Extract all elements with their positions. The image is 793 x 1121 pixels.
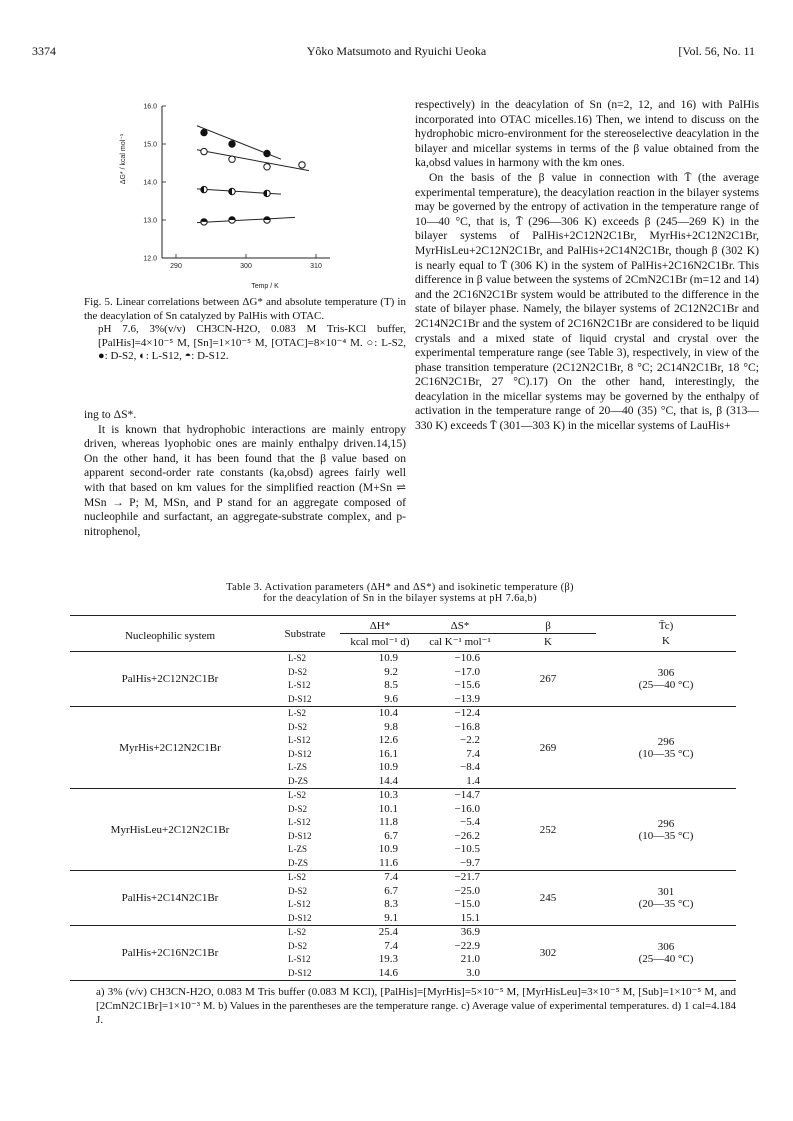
dh-cell: 10.3: [378, 789, 398, 801]
table-caption-line-1: Table 3. Activation parameters (ΔH* and ΔS*) and isokinetic temperature (β): [226, 582, 574, 593]
nucleophilic-system-cell: PalHis+2C14N2C1Br: [121, 892, 219, 904]
substrate-cell: L-S2: [288, 653, 306, 663]
substrate-cell: L-S2: [288, 708, 306, 718]
substrate-cell: D-S2: [288, 803, 308, 814]
col-header-ds: ΔS*: [450, 620, 470, 632]
nucleophilic-system-cell: PalHis+2C16N2C1Br: [121, 947, 219, 959]
nucleophilic-system-cell: MyrHis+2C12N2C1Br: [119, 741, 221, 754]
ds-cell: −13.9: [454, 692, 480, 705]
ds-cell: −2.2: [460, 734, 480, 746]
ds-cell: −9.7: [460, 856, 480, 869]
data-point: [201, 129, 207, 135]
tbar-cell: [596, 871, 736, 926]
ds-cell: −10.6: [454, 652, 480, 664]
data-point: [299, 162, 305, 168]
substrate-cell: L-ZS: [288, 762, 307, 772]
x-tick-label: 310: [310, 263, 322, 270]
dh-cell: 10.9: [378, 843, 398, 855]
dh-cell: 10.1: [378, 802, 398, 815]
col-unit-beta: K: [500, 634, 596, 652]
data-point: [229, 156, 235, 162]
substrate-cell: L-S12: [288, 680, 311, 690]
substrate-cell: D-S12: [288, 830, 312, 841]
y-tick-label: 12.0: [143, 255, 157, 263]
table-row: [70, 707, 736, 721]
dh-cell: 11.8: [379, 816, 398, 828]
ds-cell: 21.0: [460, 953, 480, 965]
data-point: [264, 164, 270, 170]
substrate-cell: L-ZS: [288, 844, 307, 854]
col-unit-tbar: K: [662, 635, 670, 648]
y-tick-label: 15.0: [143, 141, 157, 149]
table-footnote: a) 3% (v/v) CH3CN-H2O, 0.083 M Tris buffer (0.083 M KCl), [PalHis]=[MyrHis]=5×10⁻⁵ M, [MyrHisLeu]=3×10⁻⁵ M, [Sub]=1×10⁻⁵ M, and [2CmN2C1Br]=1×10⁻³ M. b) Values in the parentheses are the temperature range. c) Average value of experimental temperatures. d) 1 cal=4.184 J.: [96, 986, 736, 1026]
substrate-cell: D-S12: [288, 967, 312, 978]
dh-cell: 19.3: [378, 953, 398, 965]
nucleophilic-system-cell: MyrHisLeu+2C12N2C1Br: [110, 823, 230, 836]
col-header-dh: ΔH*: [369, 620, 391, 632]
dh-cell: 8.5: [384, 679, 398, 691]
running-head-authors: Yôko Matsumoto and Ryuichi Ueoka: [306, 44, 487, 58]
tbar-cell: [596, 652, 736, 707]
x-tick-label: 300: [240, 263, 252, 270]
substrate-cell: D-ZS: [288, 775, 308, 786]
table-caption-line-2: for the deacylation of Sn in the bilayer systems at pH 7.6a,b): [263, 593, 537, 604]
substrate-cell: L-S12: [288, 735, 311, 745]
dh-cell: 9.6: [384, 692, 398, 705]
tbar-value: 296: [657, 817, 675, 830]
ds-cell: −16.8: [454, 720, 480, 733]
ds-cell: −15.0: [454, 898, 480, 910]
page-number: 3374: [32, 44, 56, 58]
dh-cell: 9.2: [384, 665, 398, 678]
substrate-cell: D-S2: [288, 940, 308, 951]
x-axis-label: Temp / K: [251, 283, 279, 290]
ds-cell: 3.0: [466, 966, 480, 979]
nucleophilic-system-cell: PalHis+2C12N2C1Br: [121, 673, 219, 685]
dh-cell: 16.1: [378, 747, 398, 760]
substrate-cell: D-S12: [288, 912, 312, 923]
ds-cell: −25.0: [454, 884, 480, 897]
col-unit-dh: kcal mol⁻¹ d): [340, 634, 420, 652]
left-paragraph-1: It is known that hydrophobic interactions are mainly entropy driven, whereas lyophobic ones are mainly enthalpy driven.14,15) On the other hand, it has been found that the β value based on apparent second-order rate constants (ka,obsd) agrees fairly well with that based on km values for the simplified reaction (M+Sn ⇌ MSn → P; M, MSn, and P stand for an aggregate composed of nucleophile and surfactant, an aggregate-substrate complex, and p-nitrophenol,: [84, 422, 406, 538]
table-row: [70, 652, 736, 666]
col-header-tbar: T̄c): [658, 620, 674, 633]
beta-cell: 245: [539, 892, 557, 904]
ds-cell: −14.7: [454, 789, 480, 801]
dh-cell: 14.6: [378, 966, 398, 979]
dh-cell: 25.4: [378, 926, 398, 938]
beta-cell: 269: [539, 741, 557, 754]
substrate-cell: D-S2: [288, 666, 308, 677]
dh-cell: 14.4: [378, 774, 398, 787]
table-3: [70, 615, 736, 981]
dh-cell: 6.7: [384, 884, 398, 897]
substrate-cell: D-ZS: [288, 857, 308, 868]
dh-cell: 10.9: [378, 761, 398, 773]
dh-cell: 7.4: [384, 871, 398, 883]
beta-cell: 252: [539, 823, 557, 836]
ds-cell: −15.6: [454, 679, 480, 691]
col-header-system: Nucleophilic system: [124, 630, 216, 642]
substrate-cell: L-S12: [288, 899, 311, 909]
tbar-range: (10—35 °C): [638, 747, 694, 760]
col-header-substrate: Substrate: [284, 627, 326, 640]
right-column-text: [415, 98, 759, 434]
substrate-cell: L-S2: [288, 872, 306, 882]
caption-text: Fig. 5. Linear correlations between ΔG* and absolute temperature (T) in the deacylation of Sn catalyzed by PalHis with OTAC.: [84, 296, 406, 322]
substrate-cell: L-S2: [288, 790, 306, 800]
right-paragraph-1: On the basis of the β value in connection with T̄ (the average experimental temperature), the deacylation reaction in the bilayer systems may be governed by the entropy of activation in the temperature range of 10—40 °C, that is, T̄ (296—306 K) exceeds β (245—269 K) in the bilayer systems of PalHis+2C12N2C1Br, MyrHis+2C12N2C1Br, MyrHisLeu+2C12N2C1Br, and PalHis+2C14N2C1Br, though β (302 K) is nearly equal to T̄ (306 K) in the system of PalHis+2C16N2C1Br. This difference in β value between the systems of 2CmN2C1Br (m=12 and 14) and the 2C16N2C1Br system would be attributed to the difference in the state of bilayer phase. Namely, the bilayer systems of 2C12N2C1Br and 2C14N2C1Br and the system of 2C16N2C1Br are considered to be liquid crystals and a mixed state of liquid crystal and crystal over the experimental temperature range (see Table 3), respectively, in view of the phase transition temperature (2C12N2C1Br, 8 °C; 2C14N2C1Br, 18 °C; 2C16N2C1Br, 27 °C).17) On the other hand, interestingly, the deacylation in the micellar systems may be governed by the enthalpy of activation in the temperature range of 20—40 (35) °C, that is, β (313—330 K) exceeds T̄ (301—303 K) in the micellar systems of LauHis+: [415, 170, 759, 433]
fit-line-l-s2: [197, 150, 309, 171]
ds-cell: −8.4: [460, 761, 480, 773]
ds-cell: 7.4: [466, 747, 480, 760]
dh-cell: 7.4: [384, 939, 398, 952]
figure-5-plot: [100, 98, 340, 293]
ds-cell: −26.2: [454, 829, 480, 842]
ds-cell: 1.4: [466, 774, 480, 787]
substrate-cell: D-S2: [288, 721, 308, 732]
y-tick-label: 14.0: [143, 179, 157, 187]
substrate-cell: L-S12: [288, 817, 311, 827]
dh-cell: 6.7: [384, 829, 398, 842]
substrate-cell: L-S12: [288, 954, 311, 964]
tbar-range: (20—35 °C): [638, 898, 694, 910]
tbar-cell: [596, 926, 736, 981]
dh-cell: 10.9: [378, 652, 398, 664]
tbar-range: (10—35 °C): [638, 829, 694, 842]
y-axis-label: ΔG* / kcal mol⁻¹: [120, 133, 127, 185]
tbar-cell: [596, 789, 736, 871]
ds-cell: 15.1: [460, 911, 480, 924]
dh-cell: 9.8: [384, 720, 398, 733]
ds-cell: −12.4: [454, 707, 480, 719]
tbar-cell: [596, 707, 736, 789]
table-row: [70, 789, 736, 803]
left-column-text: [84, 408, 406, 539]
substrate-cell: D-S12: [288, 693, 312, 704]
substrate-cell: D-S2: [288, 885, 308, 896]
tbar-value: 301: [657, 886, 675, 898]
dh-cell: 8.3: [384, 898, 398, 910]
dh-cell: 10.4: [378, 707, 398, 719]
ds-cell: −22.9: [454, 939, 480, 952]
table-row: [70, 871, 736, 885]
tbar-value: 306: [657, 941, 675, 953]
table-3-caption: [60, 582, 740, 604]
dh-cell: 11.6: [379, 856, 398, 869]
col-unit-ds: cal K⁻¹ mol⁻¹: [420, 634, 500, 652]
dh-cell: 9.1: [384, 911, 398, 924]
caption-conditions: pH 7.6, 3%(v/v) CH3CN-H2O, 0.083 M Tris-KCl buffer, [PalHis]=4×10⁻⁵ M, [Sn]=1×10⁻⁵ M, [OTAC]=8×10⁻⁴ M. ○: L-S2, ●: D-S2, ◐: L-S12, ◓: D-S12.: [98, 323, 406, 362]
col-header-beta: β: [545, 620, 551, 632]
data-point: [201, 148, 207, 154]
figure-5-caption: [84, 296, 406, 364]
dh-cell: 12.6: [378, 734, 398, 746]
ds-cell: −10.5: [454, 843, 480, 855]
y-tick-label: 16.0: [143, 103, 157, 111]
right-paragraph-0: respectively) in the deacylation of Sn (n=2, 12, and 16) with PalHis incorporated into OTAC micelles.16) Then, we intend to discuss on the hydrophobic micro-environment for the stereoselective deacylation in the bilayer and micellar systems in terms of the β value obtained from the ka,obsd values in harmony with the km ones.: [415, 98, 759, 170]
ds-cell: −17.0: [454, 665, 480, 678]
ds-cell: 36.9: [460, 926, 480, 938]
ds-cell: −16.0: [454, 802, 480, 815]
running-head-volume: [Vol. 56, No. 11: [678, 44, 755, 58]
tbar-value: 296: [657, 735, 675, 748]
tbar-value: 306: [657, 667, 675, 679]
left-paragraph-0: ing to ΔS*.: [84, 408, 137, 421]
tbar-range: (25—40 °C): [638, 679, 694, 691]
substrate-cell: L-S2: [288, 927, 306, 937]
beta-cell: 302: [539, 947, 557, 959]
fit-line-d-s12: [197, 217, 295, 222]
ds-cell: −5.4: [460, 816, 480, 828]
substrate-cell: D-S12: [288, 748, 312, 759]
data-point: [264, 150, 270, 156]
x-tick-label: 290: [170, 263, 182, 270]
beta-cell: 267: [539, 673, 557, 685]
ds-cell: −21.7: [454, 871, 480, 883]
table-row: [70, 926, 736, 940]
tbar-range: (25—40 °C): [638, 953, 694, 965]
data-point: [229, 141, 235, 147]
y-tick-label: 13.0: [143, 217, 157, 225]
